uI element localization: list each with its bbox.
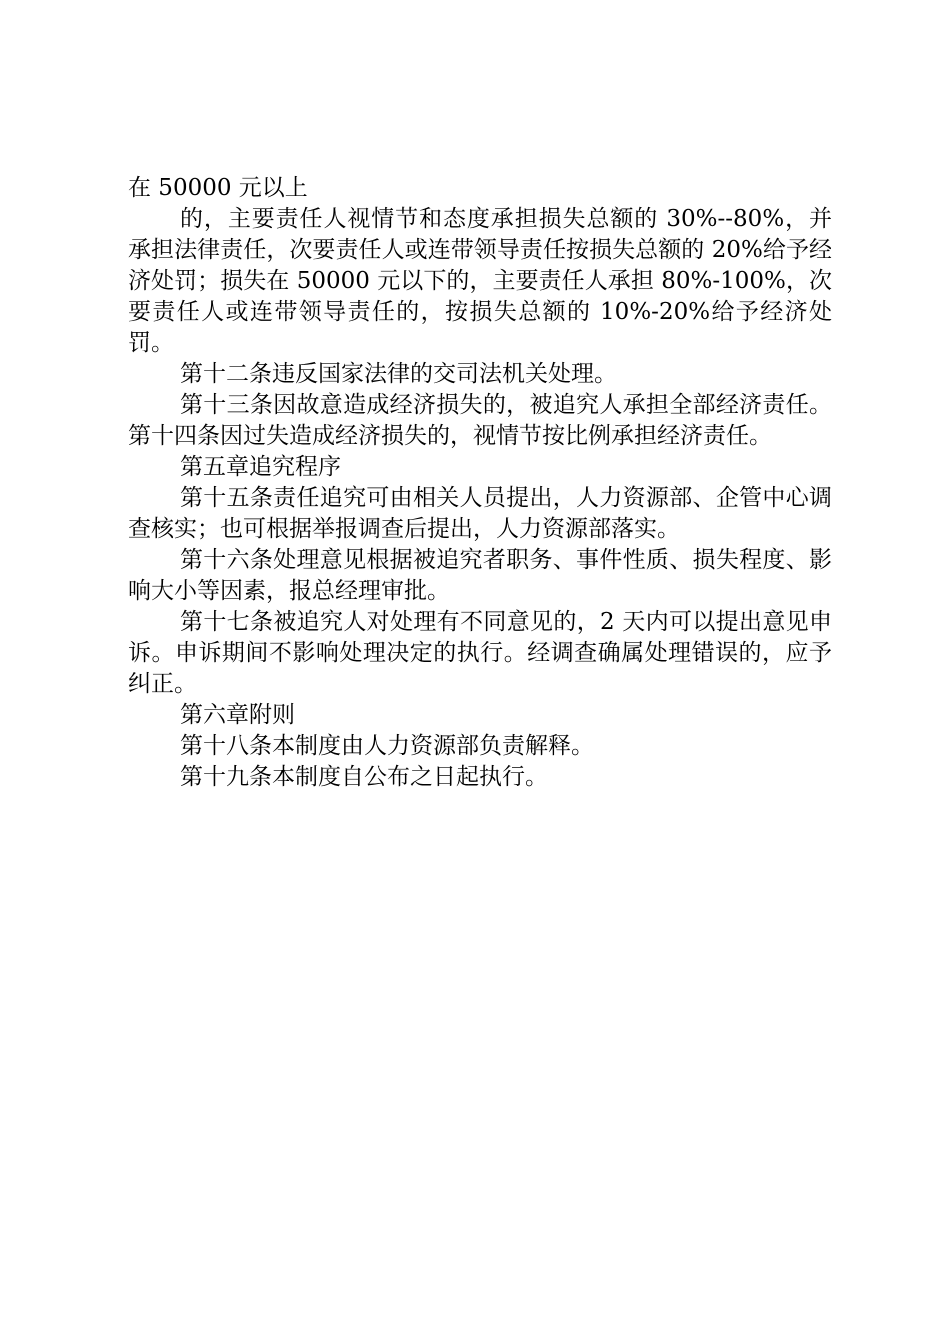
paragraph-article-18: 第十八条本制度由人力资源部负责解释。 bbox=[180, 733, 594, 759]
paragraph-article-19: 第十九条本制度自公布之日起执行。 bbox=[180, 764, 548, 790]
paragraph-article-13-14: 第十三条因故意造成经济损失的，被追究人承担全部经济责任。第十四条因过失造成经济损失的，视情节按比例承担经济责任。 bbox=[128, 392, 832, 449]
chapter-5-heading: 第五章追究程序 bbox=[180, 454, 341, 480]
paragraph-article-12: 第十二条违反国家法律的交司法机关处理。 bbox=[180, 361, 617, 387]
paragraph-article-17: 第十七条被追究人对处理有不同意见的，2 天内可以提出意见申诉。申诉期间不影响处理决定的执行。经调查确属处理错误的，应予纠正。 bbox=[128, 609, 832, 697]
paragraph-article-16: 第十六条处理意见根据被追究者职务、事件性质、损失程度、影响大小等因素，报总经理审批。 bbox=[128, 547, 832, 604]
document-body bbox=[128, 173, 832, 793]
chapter-6-heading: 第六章附则 bbox=[180, 702, 295, 728]
paragraph-continuation-heading: 在 50000 元以上 bbox=[128, 175, 308, 201]
paragraph-loss-liability: 的，主要责任人视情节和态度承担损失总额的 30%--80%，并承担法律责任，次要责任人或连带领导责任按损失总额的 20%给予经济处罚；损失在 50000 元以下的，主要责任人承担 80%-100%，次要责任人或连带领导责任的，按损失总额的 10%-20%给予经济处罚。 bbox=[128, 206, 832, 356]
paragraph-article-15: 第十五条责任追究可由相关人员提出，人力资源部、企管中心调查核实；也可根据举报调查后提出，人力资源部落实。 bbox=[128, 485, 832, 542]
